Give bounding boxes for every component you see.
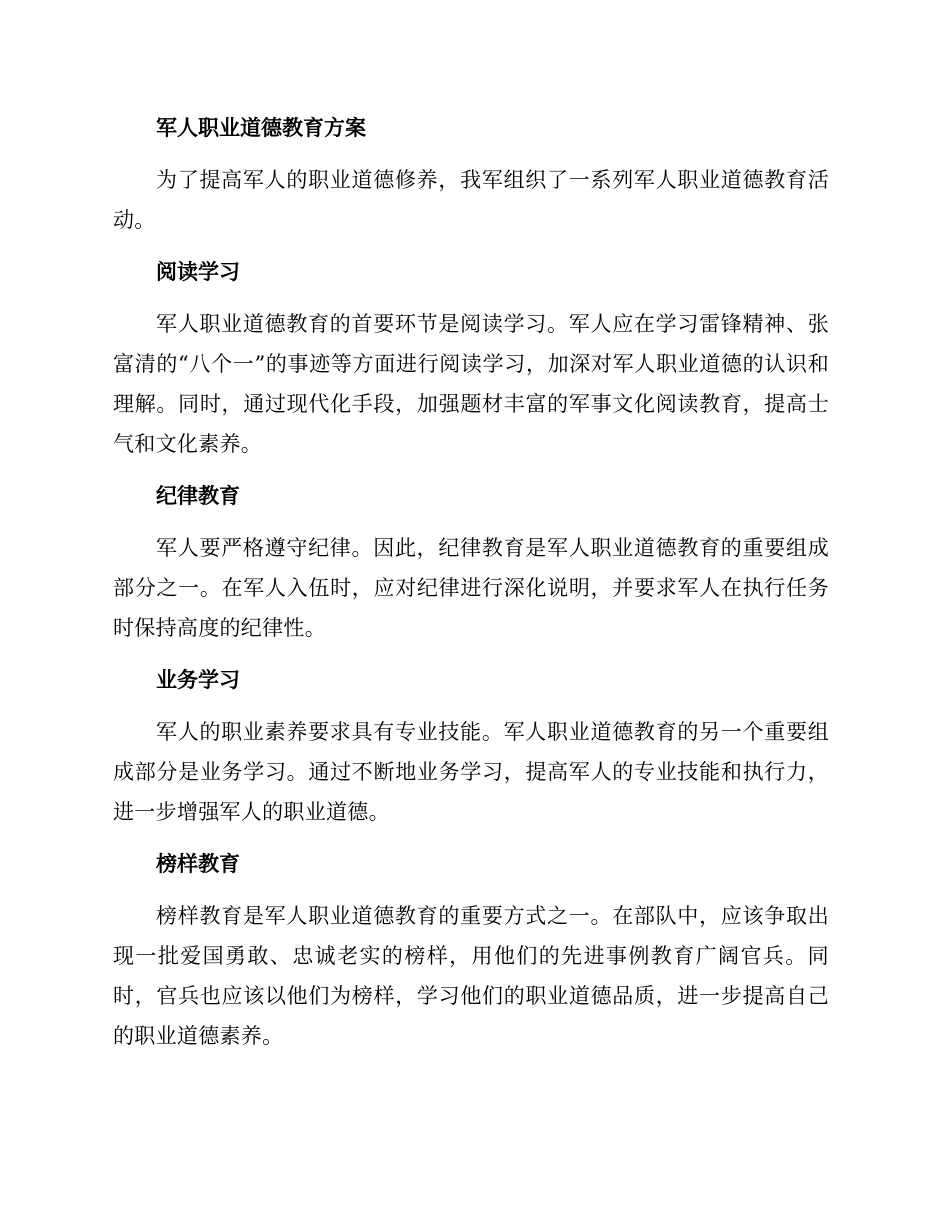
section-heading-professional: 业务学习: [156, 668, 240, 692]
document-title: 军人职业道德教育方案: [156, 116, 366, 140]
section-body-discipline: 军人要严格遵守纪律。因此，纪律教育是军人职业道德教育的重要组成部分之一。在军人入伍时，应对纪律进行深化说明，并要求军人在执行任务时保持高度的纪律性。: [113, 536, 829, 640]
section-heading-discipline: 纪律教育: [156, 484, 240, 508]
section-heading-reading: 阅读学习: [156, 260, 240, 284]
section-body-reading: 军人职业道德教育的首要环节是阅读学习。军人应在学习雷锋精神、张富清的“八个一”的事迹等方面进行阅读学习，加深对军人职业道德的认识和理解。同时，通过现代化手段，加强题材丰富的军事文化阅读教育，提高士气和文化素养。: [113, 312, 829, 456]
section-body-role-model: 榜样教育是军人职业道德教育的重要方式之一。在部队中，应该争取出现一批爱国勇敢、忠诚老实的榜样，用他们的先进事例教育广阔官兵。同时，官兵也应该以他们为榜样，学习他们的职业道德品质，进一步提高自己的职业道德素养。: [113, 904, 829, 1048]
intro-paragraph: 为了提高军人的职业道德修养，我军组织了一系列军人职业道德教育活动。: [113, 168, 829, 232]
section-heading-role-model: 榜样教育: [156, 852, 240, 876]
document-content: [113, 112, 829, 1072]
section-body-professional: 军人的职业素养要求具有专业技能。军人职业道德教育的另一个重要组成部分是业务学习。通过不断地业务学习，提高军人的专业技能和执行力，进一步增强军人的职业道德。: [113, 720, 829, 824]
